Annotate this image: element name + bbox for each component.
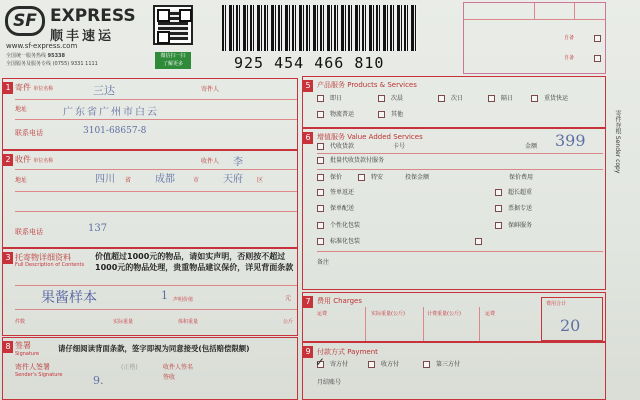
product-option-1: 次晨 xyxy=(391,95,404,102)
section-2-number: 2 xyxy=(3,154,13,166)
pay-sender-label: 寄方付 xyxy=(330,361,349,368)
recipient-address-label: 地址 xyxy=(15,177,28,184)
hk-row xyxy=(6,61,98,67)
qr-finder-1 xyxy=(157,9,170,22)
section-charges xyxy=(302,292,606,342)
pay-third-checkbox[interactable] xyxy=(423,361,430,368)
products-title-cn: 产品服务 xyxy=(317,81,345,89)
product-checkbox-0[interactable] xyxy=(317,95,324,102)
over-long-checkbox[interactable] xyxy=(495,189,502,196)
product-option-2: 次日 xyxy=(451,95,464,102)
value-added-title-cn: 增值服务 xyxy=(317,133,345,141)
cod-checkbox[interactable] xyxy=(317,143,324,150)
piano-delivery-checkbox[interactable] xyxy=(495,205,502,212)
product-option-4: 重货快运 xyxy=(544,95,569,102)
sender-handwritten-phone: 3101-68657-8 xyxy=(83,126,147,136)
receiver-sign-label-2: 签收 xyxy=(163,374,176,381)
charges-col-2: 实际重量(公斤) xyxy=(371,311,405,317)
recipient-title-text: 收件 xyxy=(15,155,31,164)
insure-label: 保价 xyxy=(330,174,343,181)
personal-pack-checkbox[interactable] xyxy=(317,222,324,229)
section-signature xyxy=(2,337,298,400)
section-payment xyxy=(302,342,606,400)
value-added-title xyxy=(317,132,423,142)
insure-fee-label: 保价费用 xyxy=(509,174,534,181)
product-checkbox-4[interactable] xyxy=(531,95,538,102)
product-checkbox-2[interactable] xyxy=(438,95,445,102)
insure-checkbox[interactable] xyxy=(317,174,324,181)
charges-col-1: 运费 xyxy=(317,311,328,317)
door-delivery-checkbox[interactable] xyxy=(317,205,324,212)
stamp-checkbox-1[interactable] xyxy=(594,35,601,42)
section-sender xyxy=(2,78,298,150)
sender-sign-paper: (正楷) xyxy=(121,364,138,371)
sign-return-label: 签单返还 xyxy=(330,189,355,196)
contents-notice: 价值超过1000元的物品，请如实声明，否则按不超过1000元的物品处理，贵重物品建议保价，详见背面条款 xyxy=(95,252,294,272)
batch-label: 批量代收货款付服务 xyxy=(330,157,385,164)
section-value-added xyxy=(302,128,606,290)
hotline-number: 95338 xyxy=(47,53,66,59)
section-contents xyxy=(2,248,298,336)
total-fee-label: 费用合计 xyxy=(546,301,567,307)
standard-pack-label: 标准化包装 xyxy=(330,238,361,245)
value-added-title-en: Value Added Services xyxy=(347,133,423,141)
payment-title xyxy=(317,347,378,357)
signature-title-en: Signature xyxy=(15,351,40,357)
hotline-label: 全国统一服务热线 xyxy=(6,53,47,59)
product-checkbox-6[interactable] xyxy=(378,111,385,118)
keep-service-label: 保鲜服务 xyxy=(508,222,533,229)
section-7-number: 7 xyxy=(303,296,313,308)
sender-sign-label-en: Sender's Signature xyxy=(15,372,63,378)
contents-handwritten: 果酱样本 xyxy=(41,290,97,306)
recipient-company-label: 单位名称 xyxy=(33,158,54,164)
qr-code-frame xyxy=(153,5,193,45)
recipient-handwritten-city: 成都 xyxy=(155,174,175,185)
charges-title-cn: 费用 xyxy=(317,297,331,305)
volume-weight-label: 体积重量 xyxy=(178,319,199,325)
qr-finder-2 xyxy=(179,9,192,22)
charges-col-4: 运费 xyxy=(485,311,496,317)
product-checkbox-3[interactable] xyxy=(488,95,495,102)
section-recipient xyxy=(2,150,298,248)
recipient-title xyxy=(15,154,53,165)
qr-caption-box xyxy=(155,52,191,69)
special-checkbox[interactable] xyxy=(358,174,365,181)
brand-cn: 顺丰速运 xyxy=(50,29,115,44)
declared-value-unit: 元 xyxy=(285,295,292,302)
account-label: 月结账号 xyxy=(317,379,342,386)
total-fee-box xyxy=(541,297,603,341)
sender-title-text: 寄件 xyxy=(15,83,31,92)
section-6-number: 6 xyxy=(303,132,313,144)
recipient-handwritten-name: 李 xyxy=(233,157,243,168)
keep-service-checkbox[interactable] xyxy=(495,222,502,229)
special-label: 特安 xyxy=(371,174,384,181)
section-products xyxy=(302,76,606,128)
contents-title: 托寄物详细资料 xyxy=(15,253,71,262)
section-5-number: 5 xyxy=(303,80,313,92)
pay-sender-check: ✓ xyxy=(315,355,326,369)
personal-pack-label: 个性化包装 xyxy=(330,222,361,229)
sender-sign-label: 寄件人签署 xyxy=(15,363,50,371)
product-checkbox-5[interactable] xyxy=(317,111,324,118)
qr-caption-2: 了解更多 xyxy=(162,61,183,67)
signature-notice: 请仔细阅读背面条款，签字即视为同意接受(包括赔偿限额) xyxy=(58,344,250,353)
amount-label: 金额 xyxy=(525,143,538,150)
barcode xyxy=(222,5,418,51)
recipient-phone-label: 联系电话 xyxy=(15,228,43,236)
sender-person-label: 寄件人 xyxy=(201,86,220,93)
piano-delivery-label: 票据专送 xyxy=(508,205,533,212)
stamp-label-1: 自备 xyxy=(564,35,575,41)
remark-label: 备注 xyxy=(317,259,330,266)
hotline-row xyxy=(6,53,65,59)
declared-value-label: 声明价值 xyxy=(173,297,194,303)
stamp-label-2: 自备 xyxy=(564,55,575,61)
logo-mark: SF xyxy=(13,11,37,31)
sender-handwritten-signature: 9. xyxy=(93,374,104,387)
amount-handwritten: 399 xyxy=(555,131,586,150)
contents-handwritten-qty: 1 xyxy=(161,289,168,302)
sender-handwritten-name: 三达 xyxy=(93,84,115,97)
sender-company-label: 单位名称 xyxy=(33,86,54,92)
qr-caption-1: 微信扫一扫 xyxy=(160,53,186,59)
extra-checkbox[interactable] xyxy=(475,238,482,245)
recipient-district-label: 区 xyxy=(257,177,264,184)
product-option-5: 物流普运 xyxy=(330,111,355,118)
website: www.sf-express.com xyxy=(6,42,78,50)
sender-title xyxy=(15,82,53,93)
over-long-label: 超长超重 xyxy=(508,189,533,196)
recipient-handwritten-phone: 137 xyxy=(88,223,108,234)
qty-label: 件数 xyxy=(15,319,26,325)
stamp-box xyxy=(463,2,606,74)
products-title-en: Products & Services xyxy=(347,81,417,89)
sf-logo xyxy=(5,6,45,36)
hk-label: 全国服务及服务专线 xyxy=(6,61,52,67)
sender-phone-label: 联系电话 xyxy=(15,129,43,137)
product-checkbox-1[interactable] xyxy=(378,95,385,102)
charges-title xyxy=(317,296,362,306)
pay-receiver-label: 收方付 xyxy=(381,361,400,368)
section-9-number: 9 xyxy=(303,346,313,358)
pay-receiver-checkbox[interactable] xyxy=(368,361,375,368)
card-label: 卡号 xyxy=(393,143,406,150)
contents-title-en: Full Description of Contents xyxy=(15,262,85,268)
payment-title-en: Payment xyxy=(347,348,378,356)
section-1-number: 1 xyxy=(3,82,13,94)
sign-return-checkbox[interactable] xyxy=(317,189,324,196)
actual-weight-label: 实际重量 xyxy=(113,319,134,325)
recipient-handwritten-province: 四川 xyxy=(95,174,115,185)
standard-pack-checkbox[interactable] xyxy=(317,238,324,245)
section-8-number: 8 xyxy=(3,341,13,353)
door-delivery-label: 保单配送 xyxy=(330,205,355,212)
sender-address-label: 地址 xyxy=(15,106,28,113)
recipient-city-label: 市 xyxy=(193,177,200,184)
payment-title-cn: 付款方式 xyxy=(317,348,345,356)
receiver-sign-label: 收件人签名 xyxy=(163,364,194,371)
product-option-6: 其他 xyxy=(391,111,404,118)
section-3-number: 3 xyxy=(3,252,13,264)
products-title xyxy=(317,80,417,90)
recipient-handwritten-district: 天府 xyxy=(223,174,243,185)
signature-title: 签署 xyxy=(15,341,31,350)
pay-third-label: 第三方付 xyxy=(436,361,461,368)
side-stub-text: 寄件存根 Sender copy xyxy=(614,110,621,174)
stamp-checkbox-2[interactable] xyxy=(594,55,601,62)
weight-unit: 公斤 xyxy=(283,319,294,325)
tracking-number: 925 454 466 810 xyxy=(234,54,385,72)
total-fee-handwritten: 20 xyxy=(560,316,581,335)
hk-number: (0755) 9331 1111 xyxy=(52,61,98,67)
batch-checkbox[interactable] xyxy=(317,157,324,164)
recipient-province-label: 省 xyxy=(125,177,132,184)
charges-col-3: 计费重量(公斤) xyxy=(427,311,461,317)
product-option-3: 隔日 xyxy=(501,95,514,102)
brand-name: EXPRESS xyxy=(50,6,136,26)
qr-finder-3 xyxy=(157,31,170,44)
charges-title-en: Charges xyxy=(333,297,362,305)
insured-amount-label: 投保金额 xyxy=(405,174,430,181)
product-option-0: 即日 xyxy=(330,95,343,102)
sender-handwritten-address: 广东省广州市白云 xyxy=(63,107,159,118)
cod-label: 代收货款 xyxy=(330,143,355,150)
recipient-person-label: 收件人 xyxy=(201,158,220,165)
